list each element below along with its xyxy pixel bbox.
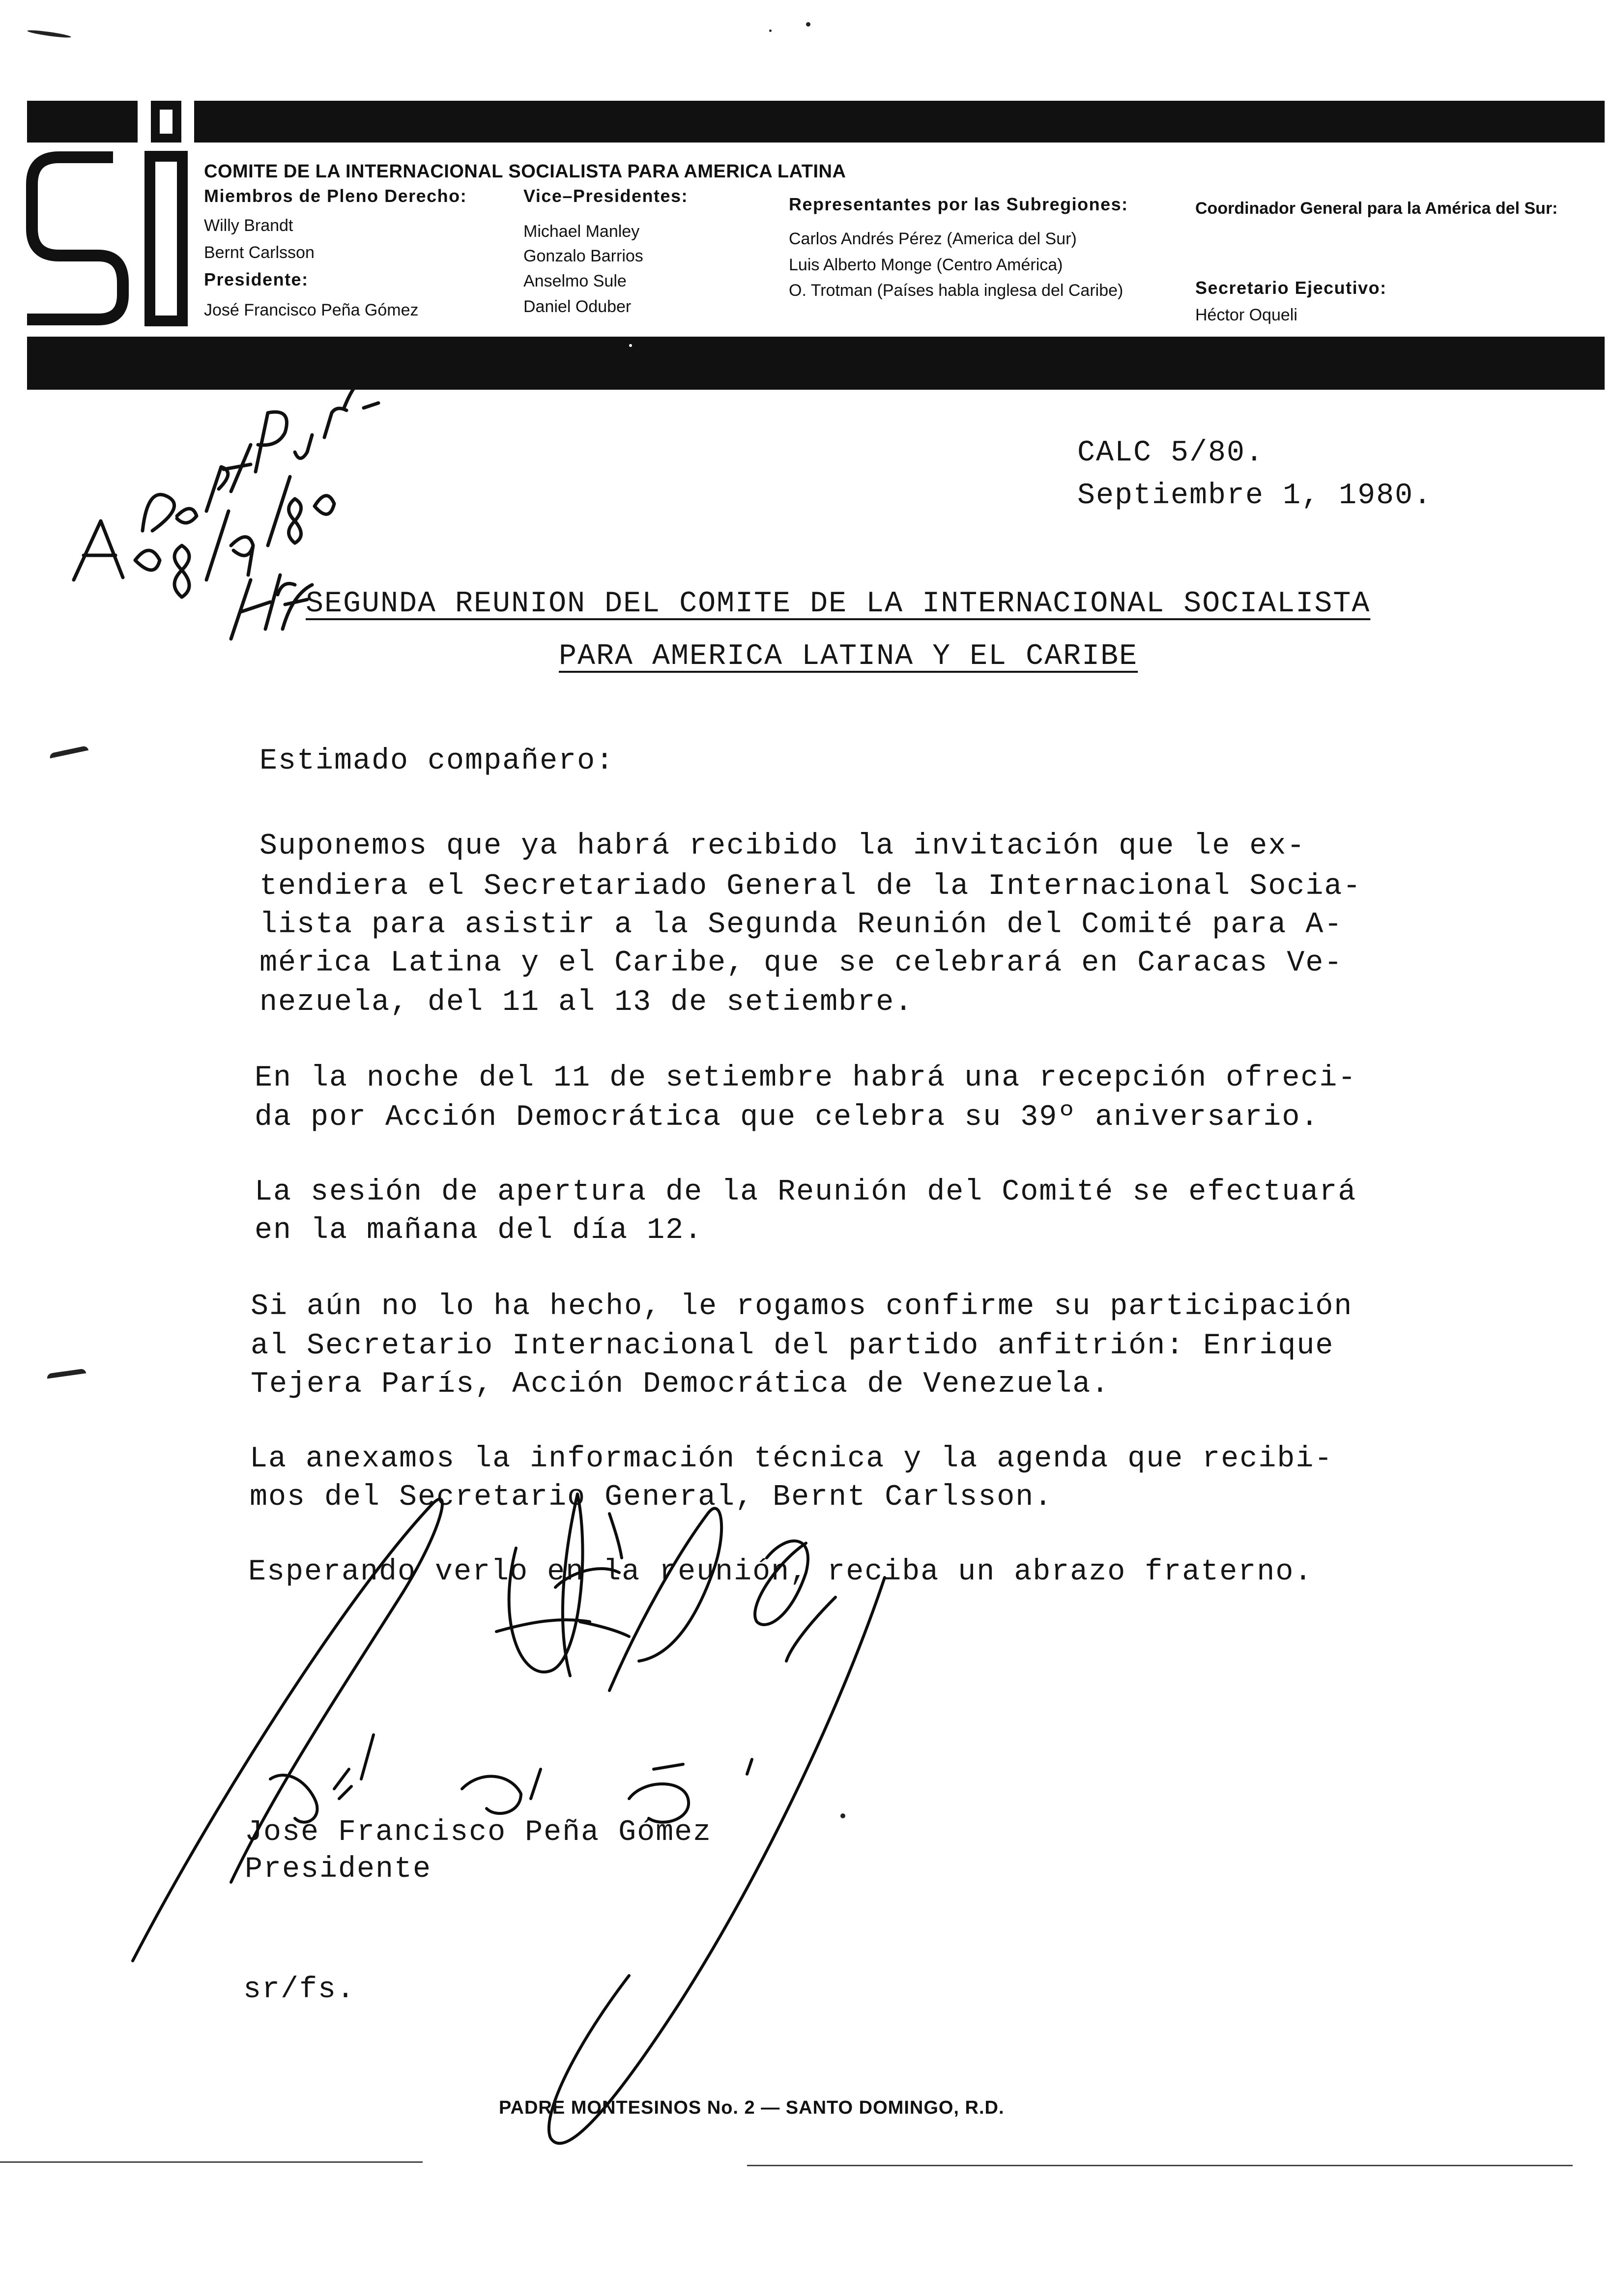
member-name: Bernt Carlsson — [204, 243, 315, 262]
paragraph-4-line: Tejera París, Acción Democrática de Venezuela. — [251, 1368, 1110, 1401]
paragraph-4-line: Si aún no lo ha hecho, le rogamos confirme su participación — [251, 1290, 1353, 1323]
paragraph-1-line: mérica Latina y el Caribe, que se celebrará en Caracas Ve- — [259, 947, 1343, 980]
subject-line-2: PARA AMERICA LATINA Y EL CARIBE — [559, 640, 1138, 673]
scan-mark — [27, 29, 71, 39]
vice-presidents-heading: Vice–Presidentes: — [523, 186, 689, 206]
paragraph-5-line: La anexamos la información técnica y la agenda que recibi- — [250, 1442, 1333, 1476]
scan-mark — [840, 1813, 845, 1818]
subject-line-1: SEGUNDA REUNION DEL COMITE DE LA INTERNACIONAL SOCIALISTA — [306, 587, 1371, 621]
region-representative: Luis Alberto Monge (Centro América) — [789, 256, 1063, 274]
president-name: José Francisco Peña Gómez — [204, 301, 419, 319]
footer-rule-left — [0, 2161, 423, 2163]
member-name: Willy Brandt — [204, 216, 293, 235]
paragraph-4-line: al Secretario Internacional del partido anfitrión: Enrique — [251, 1329, 1334, 1363]
paragraph-1-line: nezuela, del 11 al 13 de setiembre. — [259, 986, 914, 1019]
signatory-title: Presidente — [245, 1853, 432, 1886]
letterhead-top-bar-left — [27, 101, 138, 143]
vice-president-name: Anselmo Sule — [523, 272, 627, 290]
vice-president-name: Michael Manley — [523, 222, 640, 241]
paragraph-3-line: en la mañana del día 12. — [255, 1214, 703, 1247]
paragraph-1-line: tendiera el Secretariado General de la Internacional Socia- — [259, 870, 1362, 903]
paragraph-1-line: lista para asistir a la Segunda Reunión del Comité para A- — [259, 908, 1343, 942]
footer-address: PADRE MONTESINOS No. 2 — SANTO DOMINGO, R.D. — [499, 2097, 1005, 2118]
vice-president-name: Gonzalo Barrios — [523, 247, 643, 265]
paragraph-3-line: La sesión de apertura de la Reunión del Comité se efectuará — [255, 1176, 1357, 1209]
scan-mark — [47, 1368, 86, 1378]
scan-mark — [806, 22, 810, 27]
reference-code: CALC 5/80. — [1077, 436, 1265, 470]
paragraph-2-line: da por Acción Democrática que celebra su 39º aniversario. — [255, 1101, 1320, 1134]
paragraph-2-line: En la noche del 11 de setiembre habrá una recepción ofreci- — [255, 1062, 1357, 1095]
coordinator-heading: Coordinador General para la América del Sur: — [1195, 199, 1558, 218]
committee-title: COMITE DE LA INTERNACIONAL SOCIALISTA PARA AMERICA LATINA — [204, 161, 846, 182]
paragraph-1-line: Suponemos que ya habrá recibido la invitación que le ex- — [259, 830, 1306, 863]
region-representative: Carlos Andrés Pérez (America del Sur) — [789, 230, 1077, 248]
footer-rule-right — [747, 2165, 1573, 2166]
secretary-heading: Secretario Ejecutivo: — [1195, 278, 1387, 298]
logo-i-dot — [151, 101, 181, 143]
regions-heading: Representantes por las Subregiones: — [789, 194, 1128, 214]
region-representative: O. Trotman (Países habla inglesa del Caribe) — [789, 281, 1123, 300]
paragraph-5-line: mos del Secretario General, Bernt Carlsson. — [250, 1481, 1053, 1514]
scan-mark — [629, 344, 632, 347]
signatory-name: José Francisco Peña Gómez — [245, 1816, 712, 1849]
reference-date: Septiembre 1, 1980. — [1077, 479, 1433, 513]
scan-mark — [769, 29, 772, 32]
vice-president-name: Daniel Oduber — [523, 297, 632, 316]
salutation: Estimado compañero: — [259, 745, 615, 778]
members-heading: Miembros de Pleno Derecho: — [204, 186, 467, 206]
closing-line: Esperando verlo en la reunión, reciba un abrazo fraterno. — [248, 1555, 1313, 1589]
letterhead-bottom-bar — [27, 337, 1605, 390]
letterhead-top-bar — [194, 101, 1605, 143]
typist-initials: sr/fs. — [243, 1973, 356, 2007]
secretary-name: Héctor Oqueli — [1195, 306, 1297, 324]
president-heading: Presidente: — [204, 269, 309, 289]
scan-mark — [49, 746, 88, 758]
